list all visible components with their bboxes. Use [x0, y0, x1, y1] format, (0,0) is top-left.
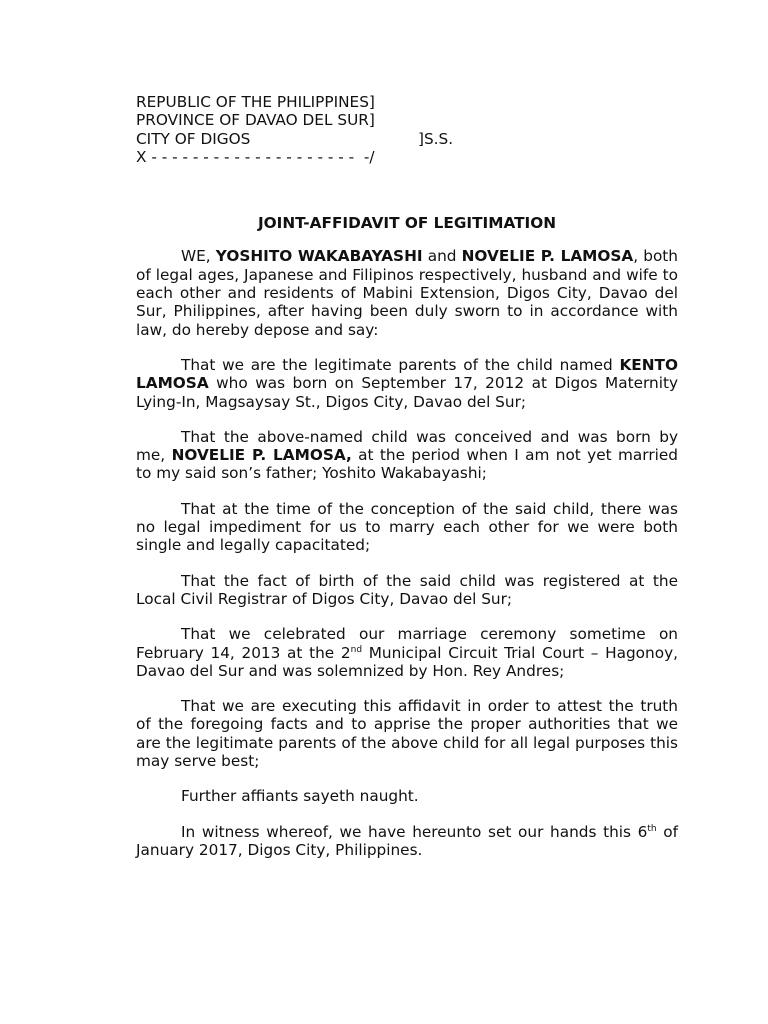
- ordinal-suffix: nd: [350, 644, 363, 655]
- mother-name: NOVELIE P. LAMOSA,: [171, 446, 352, 465]
- p9-text-c: of January 2017, Digos City, Philippines.: [136, 822, 678, 859]
- p1-text-a: WE,: [181, 247, 216, 266]
- p1-text-c: and: [422, 247, 462, 266]
- paragraph-no-impediment: That at the time of the conception of the said child, there was no legal impediment for us to marry each other for we were both single and legally capacitated;: [136, 499, 678, 555]
- caption-city: [136, 130, 678, 148]
- p3-text-c: at the period when I am not yet married to my said son’s father; Yoshito Wakabayashi;: [136, 446, 678, 483]
- caption-divider: X - - - - - - - - - - - - - - - - - - - - -/: [136, 147, 375, 166]
- ordinal-suffix: th: [647, 823, 657, 834]
- caption-province: PROVINCE OF DAVAO DEL SUR]: [136, 111, 375, 130]
- caption-republic: REPUBLIC OF THE PHILIPPINES]: [136, 93, 375, 111]
- venue-caption: [136, 93, 678, 166]
- paragraph-marriage: [136, 625, 678, 680]
- p9-text-a: In witness whereof, we have hereunto set our hands this 6: [181, 822, 648, 841]
- p6-text-a: That we celebrated our marriage ceremony sometime on February 14, 2013 at the 2: [136, 625, 678, 662]
- paragraph-witness: [136, 823, 678, 860]
- paragraph-affiants: [136, 247, 678, 338]
- affiant-name-wife: NOVELIE P. LAMOSA: [461, 247, 634, 266]
- caption-city-name: CITY OF DIGOS: [136, 129, 251, 148]
- p1-text-d: , both of legal ages, Japanese and Filipinos respectively, husband and wife to each other and residents of Mabini Extension, Digos City, Davao del Sur, Philippines, after having been duly sworn to in accordance with law, do hereby depose and say:: [136, 247, 678, 339]
- child-name: KENTO LAMOSA: [136, 355, 678, 393]
- document-title: JOINT-AFFIDAVIT OF LEGITIMATION: [257, 214, 557, 233]
- paragraph-closing: Further affiants sayeth naught.: [181, 787, 419, 806]
- paragraph-child: [136, 356, 678, 411]
- paragraph-purpose: That we are executing this affidavit in order to attest the truth of the foregoing facts and to apprise the proper authorities that we are the legitimate parents of the above child for all legal purposes this may serve best;: [136, 697, 678, 771]
- p3-text-a: That the above-named child was conceived and was born by me,: [136, 427, 678, 465]
- p2-text-a: That we are the legitimate parents of the child named: [181, 355, 620, 374]
- caption-ss: ]S.S.: [418, 129, 454, 148]
- affidavit-page: [136, 93, 678, 876]
- p2-text-c: who was born on September 17, 2012 at Digos Maternity Lying-In, Magsaysay St., Digos City, Davao del Sur;: [136, 374, 678, 411]
- affiant-name-husband: YOSHITO WAKABAYASHI: [215, 247, 423, 266]
- paragraph-conception: [136, 428, 678, 483]
- paragraph-registration: That the fact of birth of the said child was registered at the Local Civil Registrar of Digos City, Davao del Sur;: [136, 571, 678, 608]
- p6-text-c: Municipal Circuit Trial Court – Hagonoy, Davao del Sur and was solemnized by Hon. Rey Andres;: [136, 643, 678, 680]
